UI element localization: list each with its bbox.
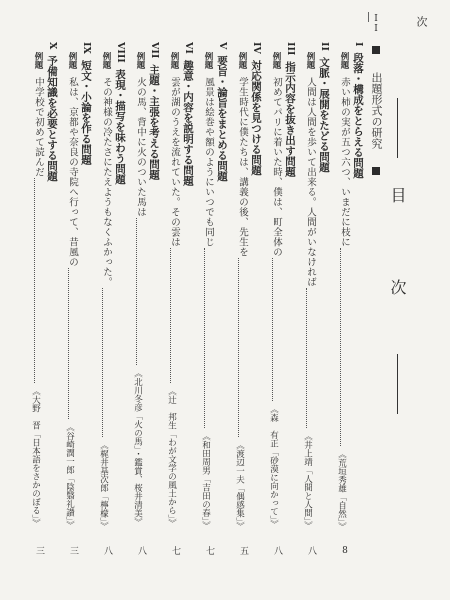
- example-source: 《大野 晋「日本語をさかのぼる」》: [30, 387, 41, 528]
- toc-entry-number: VIII: [115, 42, 126, 63]
- page-number: 七: [204, 546, 214, 555]
- toc-entry-example: [132, 52, 148, 217]
- toc-entry-example: [30, 52, 46, 177]
- example-excerpt: 雲が湖のうえを流れていた。その雲は: [169, 77, 180, 247]
- toc-entry-example: [268, 52, 284, 257]
- example-excerpt: その神様の冷たさにたえようもなくふかった。: [101, 77, 112, 287]
- page-title: [388, 98, 407, 325]
- header-rule: [368, 12, 369, 22]
- square-bullet-icon: [372, 46, 380, 54]
- page-number: 八: [306, 546, 316, 555]
- example-source: 《北川冬彦「火の馬」・鑑賞、桜井清美》: [132, 369, 143, 527]
- toc-entry-title: 予備知識を必要とする問題: [46, 55, 58, 182]
- toc-entry-title: 短文・小論を作る問題: [80, 59, 92, 165]
- toc-entry-heading: [180, 42, 196, 186]
- leader-dots: [340, 248, 341, 446]
- example-label: 例題: [203, 52, 213, 69]
- example-label: 例題: [33, 52, 43, 69]
- leader-dots: [272, 258, 273, 401]
- toc-entry-number: I: [353, 42, 364, 47]
- example-source: 《梶井基次郎「檸檬」》: [98, 441, 109, 531]
- example-label: 例題: [101, 52, 111, 69]
- toc-entry-example: [336, 52, 352, 247]
- toc-entry-heading: [248, 42, 264, 175]
- leader-dots: [170, 248, 171, 383]
- toc-entry-example: [200, 52, 216, 247]
- running-head-marker: II: [371, 14, 381, 34]
- page-number: 五: [238, 546, 248, 555]
- example-label: 例題: [237, 52, 247, 69]
- toc-entry-heading: [44, 42, 60, 181]
- leader-dots: [204, 248, 205, 428]
- toc-entry-title: 段落・構成をとらえる問題: [352, 52, 364, 179]
- example-label: 例題: [67, 52, 77, 69]
- toc-entry-title: 趣意・内容を説明する問題: [182, 59, 194, 186]
- square-bullet-icon: [372, 167, 380, 175]
- example-source: 《井上靖「人間と人間」》: [302, 432, 313, 530]
- example-excerpt: 学生時代に僕たちは、講義の後、先生を: [237, 77, 248, 257]
- page-number: 八: [136, 546, 146, 555]
- example-source: 《辻 邦生「わが文学の風土から」》: [166, 387, 177, 528]
- toc-entry-heading: [282, 42, 298, 177]
- page-number: 8: [340, 546, 350, 556]
- toc-entry-example: [302, 52, 318, 287]
- leader-dots: [238, 258, 239, 437]
- example-excerpt: 私は、京都や奈良の寺院へ行って、昔風の: [67, 77, 78, 267]
- toc-entry-title: 表現・描写を味わう問題: [114, 68, 126, 185]
- toc-entry-title: 指示内容を抜き出す問題: [284, 61, 296, 177]
- toc-entry-number: X: [47, 42, 58, 50]
- leader-dots: [136, 218, 137, 365]
- toc-entry-heading: [350, 42, 366, 178]
- toc-entry-number: VII: [149, 42, 160, 59]
- running-head-label: 次: [415, 16, 428, 27]
- example-source: 《谷崎潤一郎「陰翳礼讃」》: [64, 423, 75, 530]
- toc-entry-title: 対応関係を見つける問題: [250, 59, 262, 176]
- page-number: 八: [102, 546, 112, 555]
- leader-dots: [306, 288, 307, 428]
- toc-entry-title: 要旨・論旨をまとめる問題: [216, 55, 228, 182]
- toc-entry-number: V: [217, 42, 228, 50]
- leader-dots: [68, 268, 69, 419]
- leader-dots: [102, 288, 103, 437]
- title-rule-bottom: [397, 354, 398, 414]
- toc-entry-example: [166, 52, 182, 247]
- example-source: 《和田周男「吉田の春」》: [200, 432, 211, 530]
- example-excerpt: 人間は人間を歩いて出来る。人間がいなければ: [305, 77, 316, 287]
- example-excerpt: 風景は絵巻や額のようにいつでも同じ: [203, 77, 214, 247]
- toc-entry-heading: [316, 42, 332, 172]
- toc-entry-example: [98, 52, 114, 287]
- example-excerpt: 赤い柿の実が五つ六つ、いまだに枝に: [339, 77, 350, 247]
- example-label: 例題: [169, 52, 179, 69]
- example-label: 例題: [271, 52, 281, 69]
- toc-entry-example: [64, 52, 80, 267]
- toc-entry-number: III: [285, 42, 296, 56]
- page-number: 三: [68, 546, 78, 555]
- toc-entry-heading: [146, 42, 162, 180]
- leader-dots: [34, 178, 35, 383]
- page-title-text: 目 次: [388, 187, 407, 325]
- title-rule-top: [397, 98, 398, 158]
- toc-entry-heading: [214, 42, 230, 181]
- toc-entry-title: 文脈・展開をたどる問題: [318, 56, 330, 173]
- toc-entry-number: IX: [81, 42, 92, 54]
- example-excerpt: 火の馬、背中に火のついた馬は: [135, 77, 146, 217]
- page-number: 三: [34, 546, 44, 555]
- section-heading: [371, 44, 382, 177]
- example-source: 《荒垣秀雄「自然」》: [336, 450, 347, 531]
- example-source: 《渡辺一夫「偶感集」》: [234, 441, 245, 531]
- example-excerpt: 初めてパリに着いた時、僕は、町全体の: [271, 77, 282, 257]
- toc-entry-heading: [112, 42, 128, 184]
- page-number: 七: [170, 546, 180, 555]
- section-heading-text: 出題形式の研究: [370, 72, 383, 149]
- example-label: 例題: [305, 52, 315, 69]
- toc-entry-title: 主題・主張を考える問題: [148, 64, 160, 180]
- example-label: 例題: [339, 52, 349, 69]
- toc-entry-number: IV: [251, 42, 262, 54]
- example-source: 《森 有正「砂漠に向かって」》: [268, 405, 279, 529]
- example-label: 例題: [135, 52, 145, 69]
- page-number: 八: [272, 546, 282, 555]
- example-excerpt: 中学校で初めて読んだ: [33, 77, 44, 177]
- toc-entry-number: VI: [183, 42, 194, 54]
- toc-entry-example: [234, 52, 250, 257]
- toc-entry-heading: [78, 42, 94, 165]
- toc-entry-number: II: [319, 42, 330, 51]
